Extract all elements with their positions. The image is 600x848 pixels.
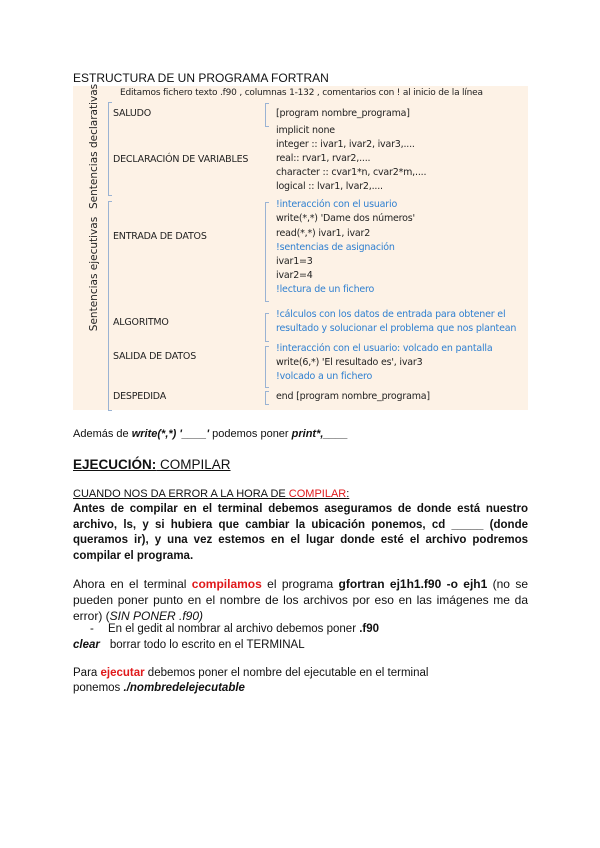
figure-header: Editamos fichero texto .f90 , columnas 1-132 , comentarios con ! al inicio de la línea bbox=[120, 88, 483, 98]
code-comment: resultado y solucionar el problema que nos plantean bbox=[276, 323, 517, 334]
code-line: logical :: lvar1, lvar2,.... bbox=[276, 181, 383, 192]
code-line: write(*,*) 'Dame dos números' bbox=[276, 213, 415, 224]
text: el programa bbox=[261, 577, 339, 591]
brace-saludo bbox=[265, 103, 269, 127]
code-line: ivar2=4 bbox=[276, 270, 313, 281]
section-label-declaracion: DECLARACIÓN DE VARIABLES bbox=[113, 154, 249, 165]
clear-line bbox=[73, 639, 305, 651]
code-line: read(*,*) ivar1, ivar2 bbox=[276, 228, 371, 239]
text: ponemos bbox=[73, 682, 124, 694]
code-write: write(*,*) '____' bbox=[131, 428, 210, 440]
text: borrar todo lo escrito en el TERMINAL bbox=[109, 639, 305, 651]
code-line: write(6,*) 'El resultado es', ivar3 bbox=[276, 357, 423, 368]
brace-algoritmo bbox=[265, 313, 269, 342]
section-label-despedida: DESPEDIDA bbox=[113, 391, 167, 402]
text-italic: SIN PONER .f90) bbox=[109, 609, 204, 623]
extension: .f90 bbox=[359, 623, 380, 635]
brace-entrada bbox=[265, 202, 269, 302]
ahora-paragraph bbox=[73, 576, 528, 624]
section-label-algoritmo: ALGORITMO bbox=[113, 317, 169, 328]
brace-salida bbox=[265, 346, 269, 388]
brace-despedida bbox=[265, 391, 269, 405]
para-line bbox=[73, 667, 428, 679]
code-comment: !volcado a un fichero bbox=[276, 371, 373, 382]
highlight-compilar: COMPILAR bbox=[288, 488, 347, 500]
cuando-heading bbox=[73, 488, 349, 500]
ponemos-line bbox=[73, 682, 245, 694]
text: (no se pueden poner punto en el nombre de los archivos por eso en las imágenes me da error) ( bbox=[73, 577, 528, 623]
brace-ejecutivas bbox=[108, 201, 112, 411]
section-label-saludo: SALUDO bbox=[113, 108, 152, 119]
group-label-declarativas: Sentencias declarativas bbox=[88, 83, 100, 209]
code-line: real:: rvar1, rvar2,.... bbox=[276, 153, 371, 164]
group-label-ejecutivas: Sentencias ejecutivas bbox=[88, 216, 100, 332]
text: : bbox=[346, 488, 350, 500]
text: podemos poner bbox=[209, 428, 292, 440]
bullet-item bbox=[108, 623, 379, 635]
code-line: [program nombre_programa] bbox=[276, 108, 410, 119]
text: debemos poner el nombre del ejecutable en el terminal bbox=[144, 667, 429, 679]
clear-command: clear bbox=[73, 639, 100, 651]
run-command: ./nombredelejecutable bbox=[123, 682, 245, 694]
compile-command: gfortran ej1h1.f90 -o ejh1 bbox=[338, 577, 488, 591]
brace-declarativas bbox=[108, 102, 112, 196]
section-heading-ejecucion bbox=[73, 457, 231, 472]
code-comment: !cálculos con los datos de entrada para obtener el bbox=[276, 309, 506, 320]
text: En el gedit al nombrar al archivo debemos poner bbox=[108, 623, 360, 635]
code-line: character :: cvar1*n, cvar2*m,.... bbox=[276, 167, 427, 178]
bullet-dash: - bbox=[90, 623, 94, 635]
code-line: implicit none bbox=[276, 125, 335, 136]
antes-paragraph: Antes de compilar en el terminal debemos aseguramos de donde está nuestro archivo, ls, y si hubiera que cambiar la ubicación ponemos, cd _____ (donde queramos ir), y una vez estemos en el lugar donde esté el archivo podremos compilar el programa. bbox=[73, 503, 528, 562]
ademas-line bbox=[73, 428, 348, 440]
document-title: ESTRUCTURA DE UN PROGRAMA FORTRAN bbox=[73, 71, 329, 85]
code-comment: !interacción con el usuario: volcado en pantalla bbox=[276, 343, 493, 354]
text: Además de bbox=[73, 428, 132, 440]
code-line: integer :: ivar1, ivar2, ivar3,.... bbox=[276, 139, 415, 150]
section-label-entrada: ENTRADA DE DATOS bbox=[113, 231, 207, 242]
text: CUANDO NOS DA ERROR A LA HORA DE bbox=[73, 488, 289, 500]
highlight-ejecutar: ejecutar bbox=[100, 667, 145, 679]
code-line: ivar1=3 bbox=[276, 256, 313, 267]
code-print: print*,____ bbox=[291, 428, 348, 440]
code-comment: !interacción con el usuario bbox=[276, 199, 398, 210]
section-label-salida: SALIDA DE DATOS bbox=[113, 351, 197, 362]
text: Ahora en el terminal bbox=[73, 577, 192, 591]
code-comment: !sentencias de asignación bbox=[276, 242, 395, 253]
highlight-compilamos: compilamos bbox=[191, 577, 262, 591]
text: Para bbox=[73, 667, 101, 679]
code-line: end [program nombre_programa] bbox=[276, 391, 430, 402]
heading-normal: COMPILAR bbox=[156, 457, 231, 472]
code-comment: !lectura de un fichero bbox=[276, 284, 375, 295]
heading-bold: EJECUCIÓN: bbox=[73, 457, 157, 472]
